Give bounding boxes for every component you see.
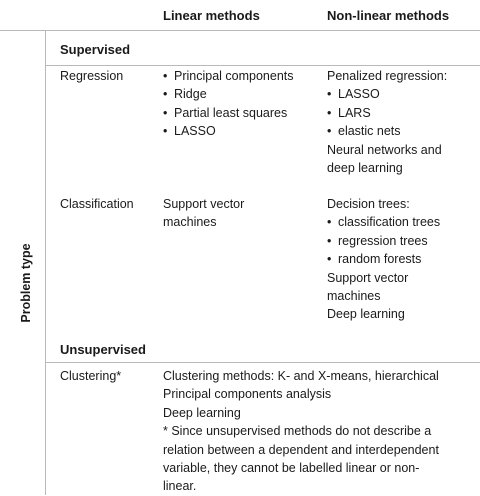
classification-label: Classification (60, 197, 134, 211)
list-item: • elastic nets (327, 122, 447, 140)
list-item: • classification trees (327, 213, 440, 231)
list-item: • Principal components (163, 67, 294, 85)
list-text: machines (163, 215, 217, 230)
list-item: • LARS (327, 104, 447, 122)
header-divider (0, 30, 480, 31)
clustering-label: Clustering* (60, 369, 122, 383)
list-text: deep learning (327, 161, 403, 176)
supervised-divider (46, 65, 480, 66)
footnote-line: linear. (163, 479, 197, 494)
regression-linear-list (163, 67, 294, 141)
list-text: Support vector (163, 197, 245, 211)
list-heading: Penalized regression: (327, 69, 448, 83)
side-column-divider (45, 30, 46, 495)
classification-nonlinear-list (327, 195, 440, 324)
classification-linear-list (163, 195, 244, 232)
list-heading: Decision trees: (327, 197, 410, 211)
regression-label: Regression (60, 69, 124, 83)
list-text: Support vector (327, 270, 409, 285)
clustering-content (163, 367, 439, 496)
problem-type-label: Problem type (19, 243, 33, 323)
unsupervised-divider (46, 362, 480, 363)
list-text: Deep learning (163, 405, 241, 420)
unsupervised-title: Unsupervised (60, 342, 146, 357)
list-item: • Ridge (163, 85, 294, 103)
footnote-line: * Since unsupervised methods do not describe a (163, 424, 432, 439)
list-item: • Partial least squares (163, 104, 294, 122)
footnote-line: variable, they cannot be labelled linear or non- (163, 461, 420, 476)
list-text: Clustering methods: K- and X-means, hierarchical (163, 369, 439, 383)
list-text: Principal components analysis (163, 387, 332, 402)
footnote-line: relation between a dependent and interdependent (163, 442, 439, 457)
list-item: • LASSO (327, 85, 447, 103)
list-item: • random forests (327, 250, 440, 268)
list-text: Neural networks and (327, 142, 442, 157)
list-item: • regression trees (327, 232, 440, 250)
linear-methods-header: Linear methods (163, 8, 260, 23)
list-text: machines (327, 289, 381, 304)
list-text: Deep learning (327, 307, 405, 322)
regression-nonlinear-list (327, 67, 447, 177)
list-item: • LASSO (163, 122, 294, 140)
supervised-title: Supervised (60, 42, 131, 57)
nonlinear-methods-header: Non-linear methods (327, 8, 450, 23)
